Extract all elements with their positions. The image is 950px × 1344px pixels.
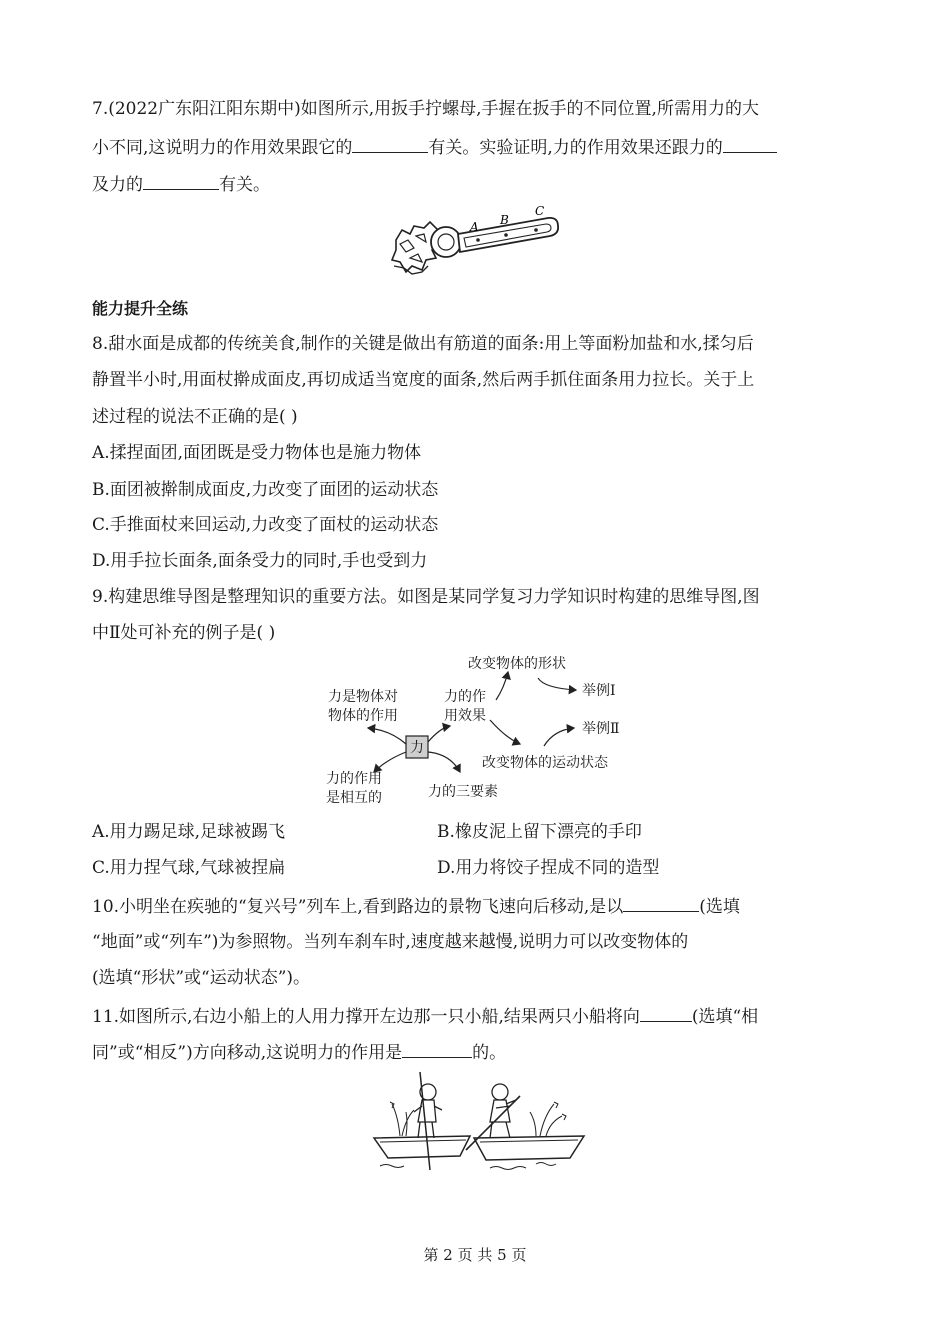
wrench-label-b: B <box>500 213 509 227</box>
mind-map-figure <box>320 648 640 808</box>
q8-line-2: 静置半小时,用面杖擀成面皮,再切成适当宽度的面条,然后两手抓住面条用力拉长。关于上 <box>92 370 755 390</box>
mind-map-example-2: 举例Ⅱ <box>582 721 620 737</box>
q10-line-2: “地面”或“列车”)为参照物。当列车刹车时,速度越来越慢,说明力可以改变物体的 <box>92 932 689 952</box>
mind-map-left-top-1: 力是物体对 <box>328 689 398 705</box>
mind-map-effect-1: 力的作 <box>444 689 486 705</box>
mind-map-shape: 改变物体的形状 <box>468 656 566 672</box>
q7-line-1: 7.(2022广东阳江阳东期中)如图所示,用扳手拧螺母,手握在扳手的不同位置,所需用力的大 <box>92 99 759 119</box>
mind-map-example-1: 举例Ⅰ <box>582 683 616 699</box>
q9-option-c[interactable]: C.用力捏气球,气球被捏扁 <box>92 858 286 878</box>
mind-map-left-top-2: 物体的作用 <box>328 708 398 724</box>
wrench-label-a: A <box>470 220 479 234</box>
q8-option-a[interactable]: A.揉捏面团,面团既是受力物体也是施力物体 <box>92 443 422 463</box>
q11-line-1 <box>92 1003 758 1029</box>
q9-line-1: 9.构建思维导图是整理知识的重要方法。如图是某同学复习力学知识时构建的思维导图,图 <box>92 587 760 607</box>
q7-blank-2[interactable] <box>723 134 777 153</box>
q8-line-1: 8.甜水面是成都的传统美食,制作的关键是做出有筋道的面条:用上等面粉加盐和水,揉匀后 <box>92 334 754 354</box>
boats-figure <box>370 1066 590 1176</box>
page-footer: 第 2 页 共 5 页 <box>423 1246 527 1264</box>
q9-option-a[interactable]: A.用力踢足球,足球被踢飞 <box>92 822 286 842</box>
q10-line-3: (选填“形状”或“运动状态”)。 <box>92 968 311 988</box>
q8-option-d[interactable]: D.用手拉长面条,面条受力的同时,手也受到力 <box>92 551 428 571</box>
q7-text: 有关。 <box>219 175 270 195</box>
q7-text: 及力的 <box>92 175 143 195</box>
q11-text: (选填“相 <box>691 1007 759 1027</box>
q11-text: 同”或“相反”)方向移动,这说明力的作用是 <box>92 1043 403 1063</box>
wrench-label-c: C <box>535 204 545 218</box>
q7-line-2 <box>92 134 777 160</box>
mind-map-left-bottom-2: 是相互的 <box>326 790 382 806</box>
mind-map-motion: 改变物体的运动状态 <box>482 755 608 771</box>
q11-blank-1[interactable] <box>640 1003 692 1022</box>
mind-map-left-bottom-1: 力的作用 <box>326 771 382 787</box>
q7-blank-1[interactable] <box>352 134 428 153</box>
q11-line-2 <box>92 1039 506 1065</box>
q7-blank-3[interactable] <box>143 171 219 190</box>
wrench-figure <box>388 200 568 280</box>
q9-option-b[interactable]: B.橡皮泥上留下漂亮的手印 <box>437 822 642 842</box>
q11-text: 的。 <box>472 1043 507 1063</box>
mind-map-effect-2: 用效果 <box>444 708 486 724</box>
q7-line-3 <box>92 171 270 197</box>
q8-option-b[interactable]: B.面团被擀制成面皮,力改变了面团的运动状态 <box>92 480 439 500</box>
q10-text: 10.小明坐在疾驰的“复兴号”列车上,看到路边的景物飞速向后移动,是以 <box>92 897 624 917</box>
q8-line-3: 述过程的说法不正确的是( ) <box>92 407 298 427</box>
section-heading: 能力提升全练 <box>92 299 189 318</box>
q10-blank-1[interactable] <box>623 893 699 912</box>
q7-text: 小不同,这说明力的作用效果跟它的 <box>92 138 353 158</box>
mind-map-three-elements: 力的三要素 <box>428 784 498 800</box>
q11-text: 11.如图所示,右边小船上的人用力撑开左边那一只小船,结果两只小船将向 <box>92 1007 640 1027</box>
q7-text: 有关。实验证明,力的作用效果还跟力的 <box>428 138 723 158</box>
q8-option-c[interactable]: C.手推面杖来回运动,力改变了面杖的运动状态 <box>92 515 439 535</box>
q9-line-2: 中Ⅱ处可补充的例子是( ) <box>92 623 276 643</box>
q10-text: (选填 <box>699 897 740 917</box>
q10-line-1 <box>92 893 740 919</box>
q9-option-d[interactable]: D.用力将饺子捏成不同的造型 <box>437 858 660 878</box>
q11-blank-2[interactable] <box>402 1039 472 1058</box>
mind-map-center: 力 <box>410 740 424 756</box>
